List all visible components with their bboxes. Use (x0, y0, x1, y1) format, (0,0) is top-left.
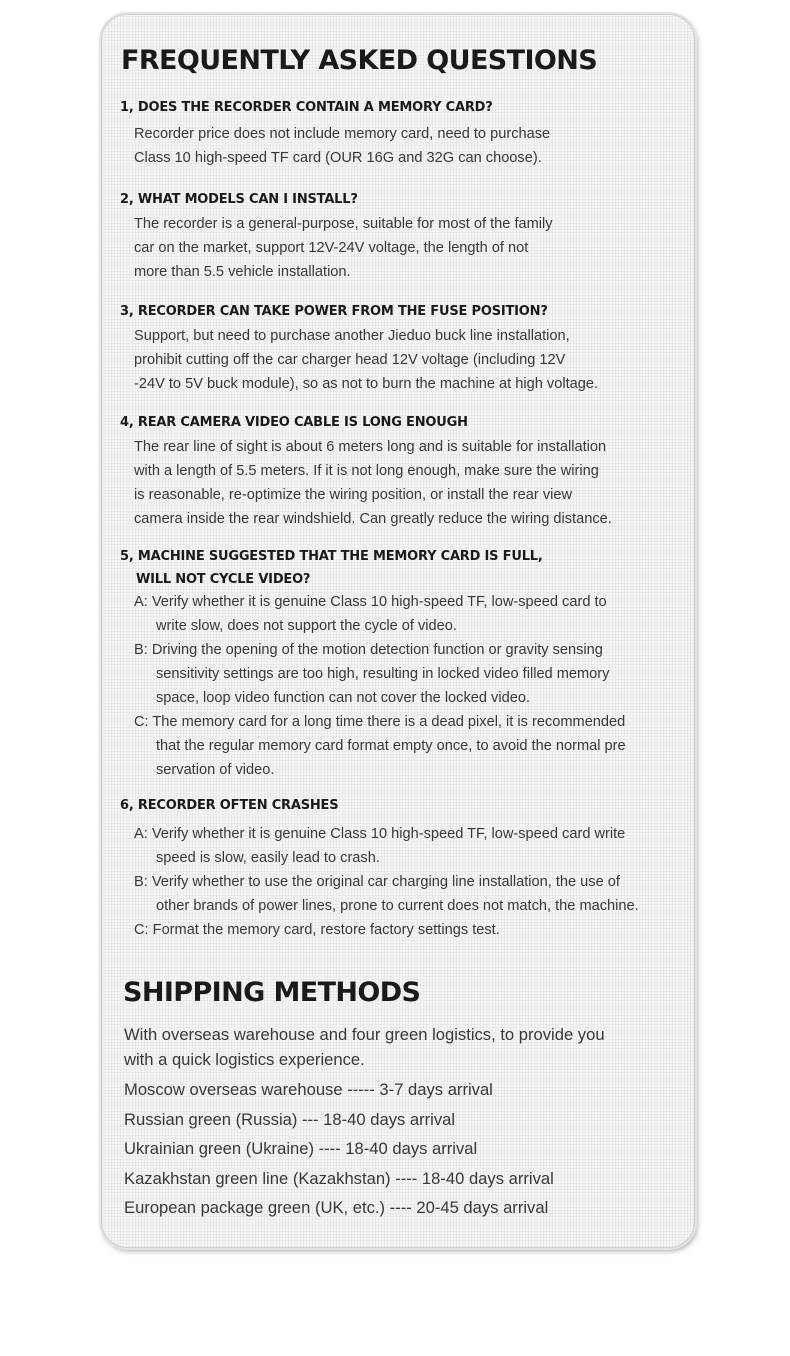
faq-answer-line: is reasonable, re-optimize the wiring position, or install the rear view (134, 487, 573, 503)
faq-answer-line: car on the market, support 12V-24V voltage, the length of not (134, 240, 529, 256)
faq-answer-line: write slow, does not support the cycle of video. (156, 618, 457, 634)
faq-answer-line: space, loop video function can not cover the locked video. (156, 690, 531, 706)
faq-question-5-cont: WILL NOT CYCLE VIDEO? (136, 572, 311, 587)
faq-answer-line: camera inside the rear windshield. Can greatly reduce the wiring distance. (134, 511, 612, 527)
faq-answer-line: other brands of power lines, prone to current does not match, the machine. (156, 898, 639, 914)
faq-answer-line: A: Verify whether it is genuine Class 10 high-speed TF, low-speed card to (134, 594, 607, 610)
faq-question-4: 4, REAR CAMERA VIDEO CABLE IS LONG ENOUGH (120, 415, 468, 430)
faq-answer-line: C: The memory card for a long time there is a dead pixel, it is recommended (134, 714, 626, 730)
faq-answer-line: Support, but need to purchase another Jieduo buck line installation, (134, 328, 570, 344)
faq-answer-line: sensitivity settings are too high, resulting in locked video filled memory (156, 666, 610, 682)
shipping-method-moscow: Moscow overseas warehouse ----- 3-7 days arrival (124, 1080, 493, 1099)
faq-question-3: 3, RECORDER CAN TAKE POWER FROM THE FUSE POSITION? (120, 304, 548, 319)
faq-answer-line: Class 10 high-speed TF card (OUR 16G and 32G can choose). (134, 150, 542, 166)
faq-answer-line: The rear line of sight is about 6 meters long and is suitable for installation (134, 439, 607, 455)
shipping-method-kazakhstan: Kazakhstan green line (Kazakhstan) ---- 18-40 days arrival (124, 1169, 554, 1188)
faq-answer-line: B: Verify whether to use the original car charging line installation, the use of (134, 874, 620, 890)
faq-question-1: 1, DOES THE RECORDER CONTAIN A MEMORY CARD? (120, 100, 493, 115)
faq-answer-line: -24V to 5V buck module), so as not to burn the machine at high voltage. (134, 376, 599, 392)
faq-answer-line: B: Driving the opening of the motion detection function or gravity sensing (134, 642, 603, 658)
shipping-method-russia: Russian green (Russia) --- 18-40 days arrival (124, 1110, 456, 1129)
faq-answer-line: speed is slow, easily lead to crash. (156, 850, 380, 866)
shipping-method-ukraine: Ukrainian green (Ukraine) ---- 18-40 days arrival (124, 1139, 478, 1158)
faq-question-2: 2, WHAT MODELS CAN I INSTALL? (120, 192, 358, 207)
faq-question-6: 6, RECORDER OFTEN CRASHES (120, 798, 339, 813)
shipping-intro-line: With overseas warehouse and four green logistics, to provide you (124, 1025, 605, 1044)
faq-answer-line: with a length of 5.5 meters. If it is not long enough, make sure the wiring (134, 463, 599, 479)
faq-answer-line: C: Format the memory card, restore factory settings test. (134, 922, 500, 938)
shipping-intro-line: with a quick logistics experience. (124, 1050, 365, 1069)
faq-answer-line: prohibit cutting off the car charger head 12V voltage (including 12V (134, 352, 566, 368)
shipping-title: SHIPPING METHODS (123, 977, 421, 1008)
faq-answer-line: The recorder is a general-purpose, suitable for most of the family (134, 216, 553, 232)
faq-answer-line: A: Verify whether it is genuine Class 10 high-speed TF, low-speed card write (134, 826, 626, 842)
shipping-method-europe: European package green (UK, etc.) ---- 20-45 days arrival (124, 1198, 549, 1217)
faq-answer-line: servation of video. (156, 762, 275, 778)
faq-question-5: 5, MACHINE SUGGESTED THAT THE MEMORY CARD IS FULL, (120, 549, 543, 564)
faq-answer-line: more than 5.5 vehicle installation. (134, 264, 351, 280)
faq-answer-line: Recorder price does not include memory card, need to purchase (134, 126, 551, 142)
faq-answer-line: that the regular memory card format empty once, to avoid the normal pre (156, 738, 626, 754)
faq-title: FREQUENTLY ASKED QUESTIONS (121, 45, 598, 76)
